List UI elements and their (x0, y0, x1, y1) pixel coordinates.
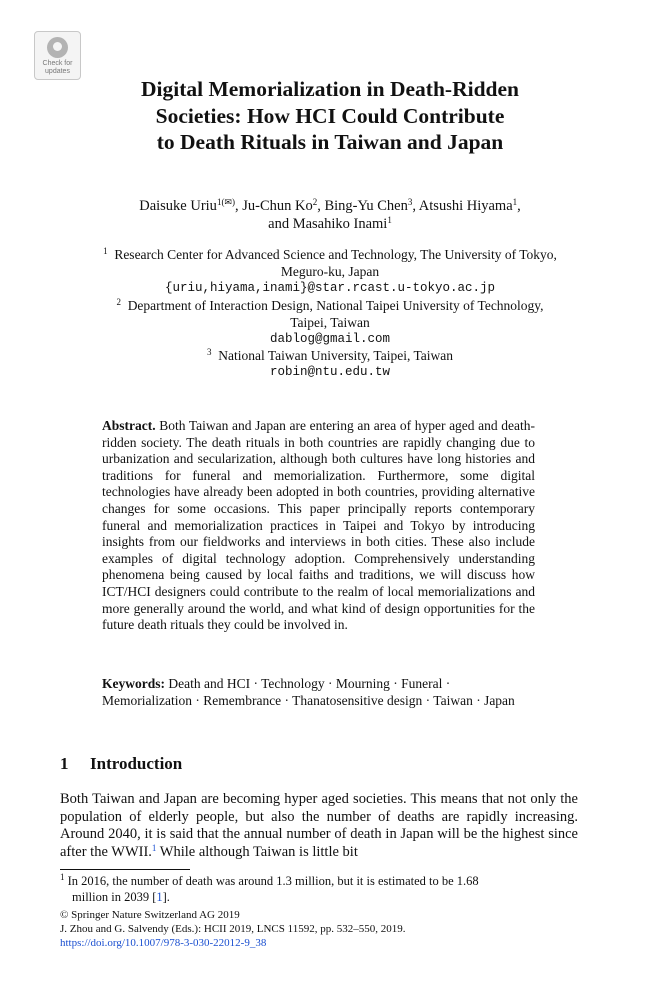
section-heading: 1 Introduction (60, 754, 183, 773)
paper-title: Digital Memorialization in Death-Ridden Societies: How HCI Could Contribute to Death Rituals in Taiwan and Japan (140, 77, 519, 154)
citation-link[interactable]: 1 (156, 889, 163, 904)
footnote-link[interactable]: 1 (151, 842, 157, 853)
affiliation-3: $^3$ National Taiwan University, Taipei, Taiwan robin@ntu.edu.tw (60, 347, 600, 381)
doi-link[interactable]: https://doi.org/10.1007/978-3-030-22012-9_38 (60, 937, 267, 949)
intro-paragraph: Both Taiwan and Japan are becoming hyper aged societies. This means that not only the population of elderly people, but also the number of deaths are rapidly increasing. Around 2040, it is said that the annual number of death in Japan will be the highest since after the WWII.$^1$ While although Taiwan is little bit (60, 791, 578, 860)
affiliation-1: $^1$ Research Center for Advanced Science and Technology, The University of Tokyo, Meguro-ku, Japan {uriu,hiyama,inami}@star.rcast.u-tokyo.ac.jp (60, 246, 600, 297)
keywords-text: Death and HCI · Technology · Mourning · Funeral · Memorialization · Remembrance · Thanatosensitive design · Taiwan · Japan (102, 676, 515, 708)
footnote: $^1$ In 2016, the number of death was around 1.3 million, but it is estimated to be 1.68 million in 2039 [1]. (60, 872, 479, 904)
email-address: dablog@gmail.com (269, 332, 391, 346)
affiliation-2: $^2$ Department of Interaction Design, National Taipei University of Technology, Taipei, Taiwan dablog@gmail.com (60, 297, 600, 348)
email-address: {uriu,hiyama,inami}@star.rcast.u-tokyo.ac.jp (164, 281, 496, 295)
check-updates-icon (47, 37, 68, 58)
abstract-label: Abstract. (102, 418, 156, 433)
check-for-updates-badge[interactable] (34, 31, 81, 80)
keywords (102, 676, 535, 709)
badge-text: Check for updates (42, 60, 73, 75)
keywords-label: Keywords: (102, 676, 165, 691)
abstract (102, 418, 535, 634)
footnote-divider (60, 869, 190, 870)
abstract-text: Both Taiwan and Japan are entering an area of hyper aged and death-ridden society. The death rituals in both countries are rapidly changing due to urbanization and secularization, although both cultures have long histories and traditions for funeral and memorialization. Furthermore, some digital technologies have already been adopted in both countries, providing alternative changes for some occasions. This paper principally reports contemporary funeral and memorialization practices in Taipei and Tokyo by introducing insights from our fieldworks and interviews in both cities. These also include examples of digital technology adoption. Comprehensively understanding phenomena being caused by local faiths and traditions, we will discuss how ICT/HCI designers could contribute to the realm of local memorializations and more generally around the world, and what kind of design opportunities for the future death rituals they could be involved in. (102, 418, 535, 633)
email-address: robin@ntu.edu.tw (269, 365, 391, 379)
author-list: Daisuke Uriu$^{1(✉)}$, Ju-Chun Ko$^2$, Bing-Yu Chen$^3$, Atsushi Hiyama$^1$, and Masahiko Inami$^1$ (139, 197, 521, 232)
copyright-block: © Springer Nature Switzerland AG 2019 J. Zhou and G. Salvendy (Eds.): HCII 2019, LNCS 11592, pp. 532–550, 2019. https://doi.org/10.1007/978-3-030-22012-9_38 (60, 908, 600, 950)
